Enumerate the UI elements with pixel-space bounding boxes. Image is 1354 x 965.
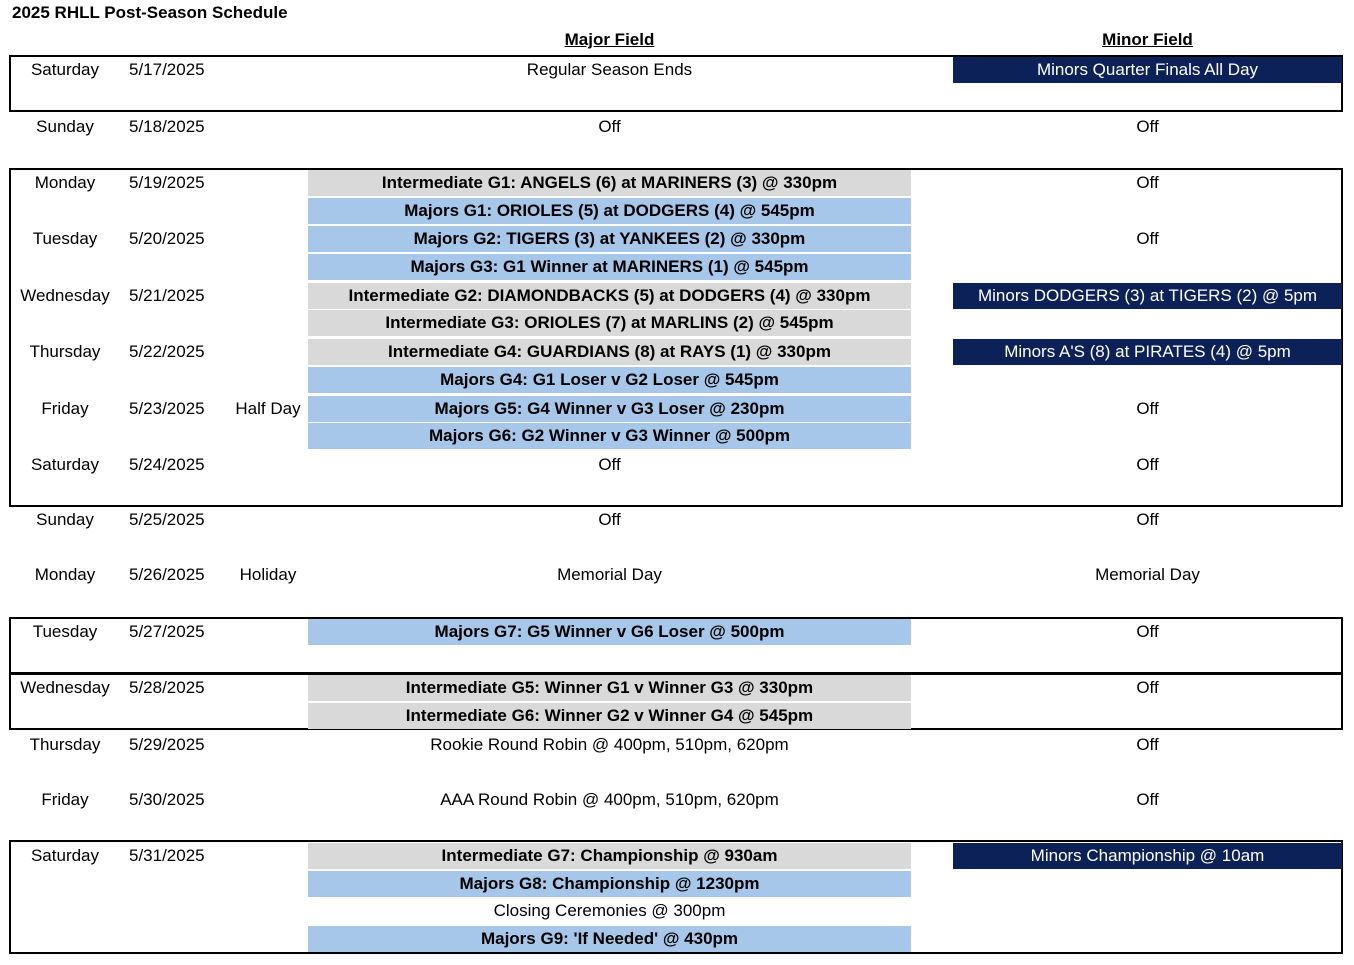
major-field-cell: Intermediate G6: Winner G2 v Winner G4 @ 545pm bbox=[308, 703, 911, 729]
minor-field-cell: Off bbox=[1136, 455, 1159, 474]
date-cell: 5/23/2025 bbox=[129, 399, 205, 418]
major-field-cell: Majors G8: Championship @ 1230pm bbox=[308, 871, 911, 897]
minor-field-cell: Off bbox=[1136, 790, 1159, 809]
day-cell: Friday bbox=[41, 790, 89, 809]
major-field-cell: Off bbox=[598, 455, 621, 474]
day-cell: Saturday bbox=[30, 60, 100, 79]
date-cell: 5/27/2025 bbox=[129, 622, 205, 641]
major-field-cell: Majors G9: 'If Needed' @ 430pm bbox=[308, 926, 911, 952]
date-cell: 5/22/2025 bbox=[129, 342, 205, 361]
minor-field-cell: Memorial Day bbox=[1095, 565, 1200, 584]
major-field-cell: Majors G3: G1 Winner at MARINERS (1) @ 545pm bbox=[308, 254, 911, 280]
major-field-cell: Majors G6: G2 Winner v G3 Winner @ 500pm bbox=[308, 423, 911, 449]
major-field-cell: Majors G2: TIGERS (3) at YANKEES (2) @ 330pm bbox=[308, 226, 911, 252]
minor-field-cell: Off bbox=[1136, 735, 1159, 754]
date-cell: 5/18/2025 bbox=[129, 117, 205, 136]
major-field-header: Major Field bbox=[564, 30, 655, 49]
major-field-cell: Majors G5: G4 Winner v G3 Loser @ 230pm bbox=[308, 396, 911, 422]
day-cell: Monday bbox=[34, 173, 96, 192]
date-cell: 5/19/2025 bbox=[129, 173, 205, 192]
minor-field-cell: Minors A'S (8) at PIRATES (4) @ 5pm bbox=[953, 339, 1342, 365]
major-field-cell: Majors G4: G1 Loser v G2 Loser @ 545pm bbox=[308, 367, 911, 393]
major-field-cell: Majors G1: ORIOLES (5) at DODGERS (4) @ 545pm bbox=[308, 198, 911, 224]
minor-field-cell: Minors Quarter Finals All Day bbox=[953, 57, 1342, 83]
day-cell: Thursday bbox=[29, 735, 101, 754]
major-field-cell: Intermediate G7: Championship @ 930am bbox=[308, 843, 911, 869]
day-cell: Thursday bbox=[29, 342, 101, 361]
major-field-cell: Intermediate G1: ANGELS (6) at MARINERS (3) @ 330pm bbox=[308, 170, 911, 196]
minor-field-cell: Minors DODGERS (3) at TIGERS (2) @ 5pm bbox=[953, 283, 1342, 309]
date-cell: 5/21/2025 bbox=[129, 286, 205, 305]
minor-field-cell: Off bbox=[1136, 399, 1159, 418]
major-field-cell: Closing Ceremonies @ 300pm bbox=[493, 901, 726, 920]
day-cell: Tuesday bbox=[32, 622, 98, 641]
date-cell: 5/31/2025 bbox=[129, 846, 205, 865]
minor-field-cell: Off bbox=[1136, 229, 1159, 248]
note-cell: Half Day bbox=[235, 399, 301, 418]
note-cell: Holiday bbox=[239, 565, 297, 584]
major-field-cell: Intermediate G4: GUARDIANS (8) at RAYS (1) @ 330pm bbox=[308, 339, 911, 365]
day-cell: Saturday bbox=[30, 455, 100, 474]
day-cell: Wednesday bbox=[20, 286, 110, 305]
major-field-cell: Intermediate G3: ORIOLES (7) at MARLINS (2) @ 545pm bbox=[308, 310, 911, 336]
date-cell: 5/17/2025 bbox=[129, 60, 205, 79]
major-field-cell: Off bbox=[598, 510, 621, 529]
date-cell: 5/24/2025 bbox=[129, 455, 205, 474]
major-field-cell: Rookie Round Robin @ 400pm, 510pm, 620pm bbox=[430, 735, 789, 754]
day-cell: Sunday bbox=[36, 510, 94, 529]
day-cell: Saturday bbox=[30, 846, 100, 865]
day-cell: Sunday bbox=[36, 117, 94, 136]
day-cell: Monday bbox=[34, 565, 96, 584]
date-cell: 5/20/2025 bbox=[129, 229, 205, 248]
date-cell: 5/29/2025 bbox=[129, 735, 205, 754]
minor-field-cell: Off bbox=[1136, 117, 1159, 136]
date-cell: 5/28/2025 bbox=[129, 678, 205, 697]
date-cell: 5/25/2025 bbox=[129, 510, 205, 529]
major-field-cell: AAA Round Robin @ 400pm, 510pm, 620pm bbox=[440, 790, 779, 809]
day-cell: Tuesday bbox=[32, 229, 98, 248]
major-field-cell: Off bbox=[598, 117, 621, 136]
page-title: 2025 RHLL Post-Season Schedule bbox=[12, 3, 288, 22]
day-cell: Wednesday bbox=[20, 678, 110, 697]
minor-field-cell: Off bbox=[1136, 622, 1159, 641]
major-field-cell: Regular Season Ends bbox=[526, 60, 693, 79]
minor-field-cell: Minors Championship @ 10am bbox=[953, 843, 1342, 869]
major-field-cell: Memorial Day bbox=[557, 565, 662, 584]
major-field-cell: Majors G7: G5 Winner v G6 Loser @ 500pm bbox=[308, 619, 911, 645]
minor-field-header: Minor Field bbox=[1102, 30, 1193, 49]
minor-field-cell: Off bbox=[1136, 173, 1159, 192]
minor-field-cell: Off bbox=[1136, 510, 1159, 529]
major-field-cell: Intermediate G5: Winner G1 v Winner G3 @ 330pm bbox=[308, 675, 911, 701]
major-field-cell: Intermediate G2: DIAMONDBACKS (5) at DODGERS (4) @ 330pm bbox=[308, 283, 911, 309]
date-cell: 5/26/2025 bbox=[129, 565, 205, 584]
minor-field-cell: Off bbox=[1136, 678, 1159, 697]
date-cell: 5/30/2025 bbox=[129, 790, 205, 809]
day-cell: Friday bbox=[41, 399, 89, 418]
